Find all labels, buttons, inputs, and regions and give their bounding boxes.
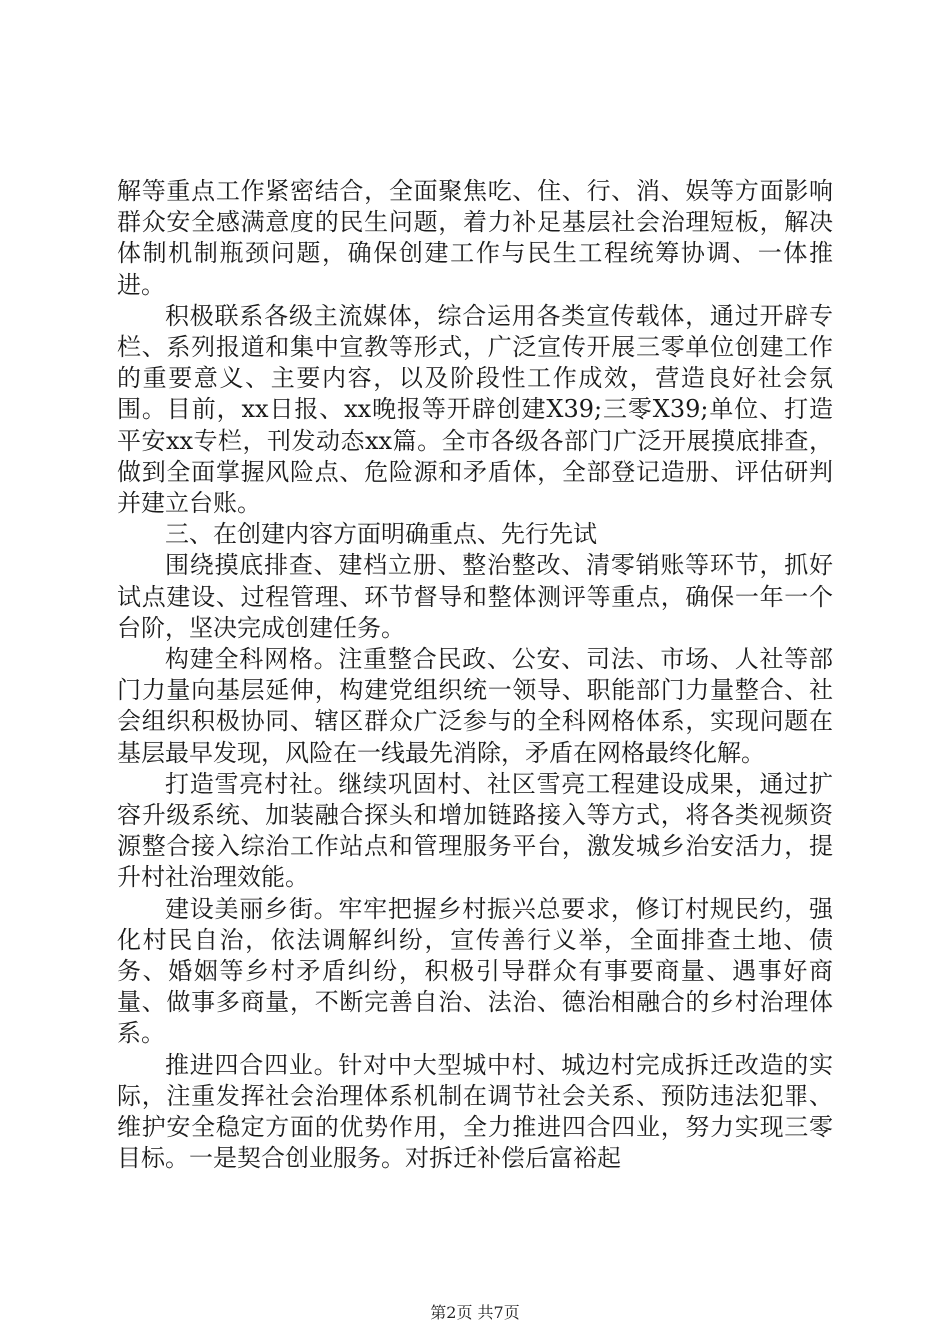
paragraph: 打造雪亮村社。继续巩固村、社区雪亮工程建设成果，通过扩容升级系统、加装融合探头和增加链路接入等方式，将各类视频资源整合接入综治工作站点和管理服务平台，激发城乡治安活力，提升村社治理效能。 [117, 769, 833, 892]
paragraph: 积极联系各级主流媒体，综合运用各类宣传载体，通过开辟专栏、系列报道和集中宣教等形式，广泛宣传开展三零单位创建工作的重要意义、主要内容，以及阶段性工作成效，营造良好社会氛围。目前，xx日报、xx晚报等开辟创建X39;三零X39;单位、打造平安xx专栏，刊发动态xx篇。全市各级各部门广泛开展摸底排查，做到全面掌握风险点、危险源和矛盾体，全部登记造册、评估研判并建立台账。 [117, 301, 833, 518]
paragraph: 推进四合四业。针对中大型城中村、城边村完成拆迁改造的实际，注重发挥社会治理体系机制在调节社会关系、预防违法犯罪、维护安全稳定方面的优势作用，全力推进四合四业，努力实现三零目标。一是契合创业服务。对拆迁补偿后富裕起 [117, 1050, 833, 1173]
paragraph: 构建全科网格。注重整合民政、公安、司法、市场、人社等部门力量向基层延伸，构建党组织统一领导、职能部门力量整合、社会组织积极协同、辖区群众广泛参与的全科网格体系，实现问题在基层最早发现，风险在一线最先消除，矛盾在网格最终化解。 [117, 645, 833, 767]
page-number-footer: 第2页 共7页 [430, 1303, 520, 1322]
paragraph-continuation: 解等重点工作紧密结合，全面聚焦吃、住、行、消、娱等方面影响群众安全感满意度的民生问题，着力补足基层社会治理短板，解决体制机制瓶颈问题，确保创建工作与民生工程统筹协调、一体推进。 [117, 177, 833, 299]
paragraph: 建设美丽乡街。牢牢把握乡村振兴总要求，修订村规民约，强化村民自治，依法调解纠纷，宣传善行义举，全面排查土地、债务、婚姻等乡村矛盾纠纷，积极引导群众有事要商量、遇事好商量、做事多商量，不断完善自治、法治、德治相融合的乡村治理体系。 [117, 894, 833, 1048]
section-heading: 三、在创建内容方面明确重点、先行先试 [165, 520, 597, 549]
paragraph: 围绕摸底排查、建档立册、整治整改、清零销账等环节，抓好试点建设、过程管理、环节督导和整体测评等重点，确保一年一个台阶，坚决完成创建任务。 [117, 551, 833, 642]
document-body [117, 176, 833, 1175]
